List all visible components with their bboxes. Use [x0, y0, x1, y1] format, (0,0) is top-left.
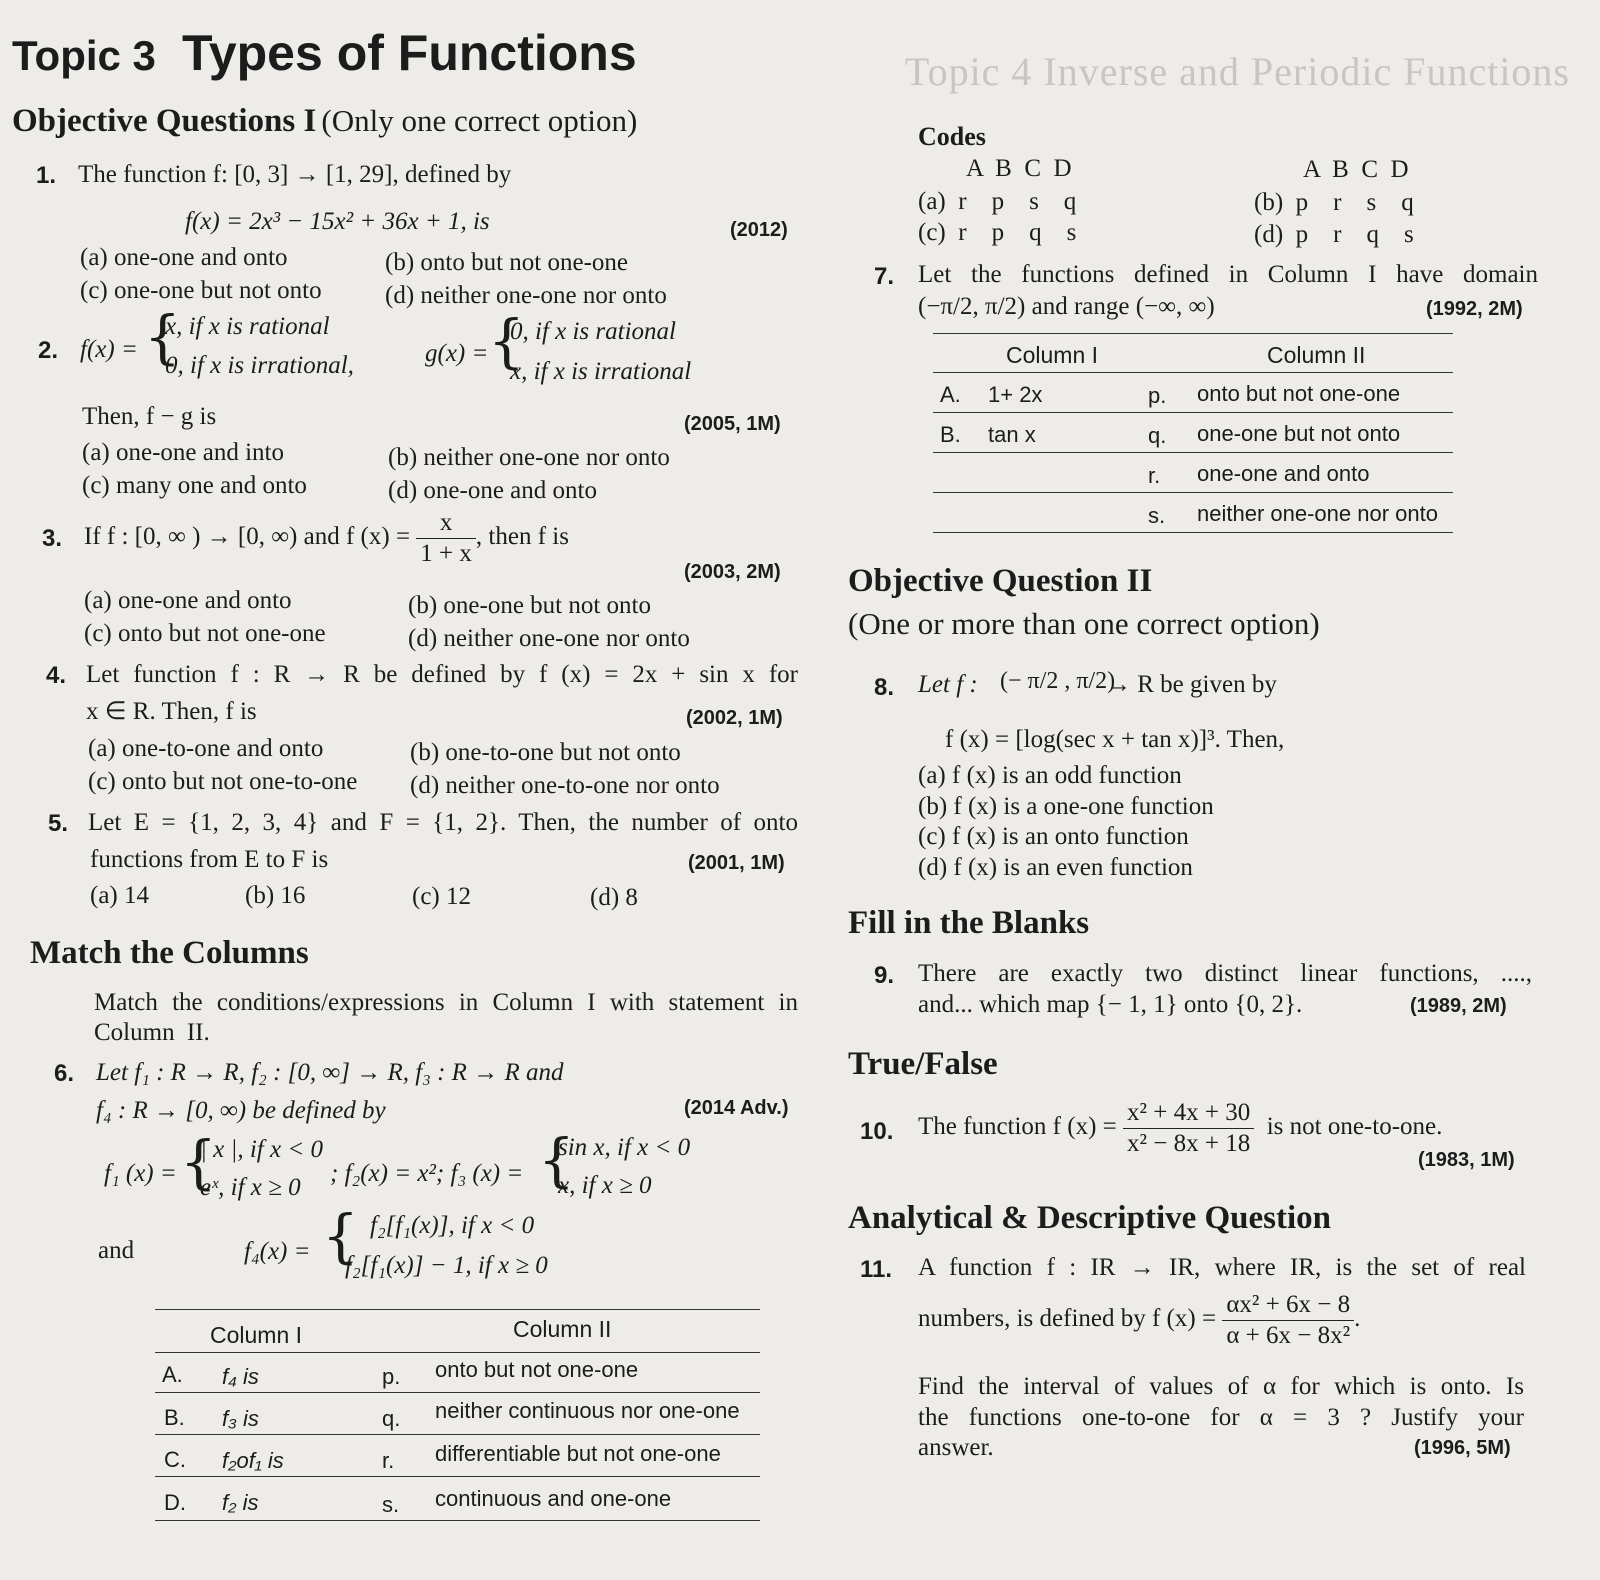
left-brace: { [322, 1202, 359, 1270]
code-option-b: (b) p r s q [1254, 189, 1414, 216]
question-7-line-2: (−π/2, π/2) and range (−∞, ∞) [918, 293, 1215, 320]
option-c: (c) f (x) is an onto function [918, 823, 1189, 850]
question-8-stem-end: → R be given by [1106, 671, 1277, 698]
question-6-line-1: Let f₁ : R → R, f₂ : [0, ∞] → R, f₃ : R → R and [96, 1059, 564, 1086]
question-11-line-5: answer. [918, 1434, 994, 1461]
question-5-line-1: Let E = {1, 2, 3, 4} and F = {1, 2}. Then, the number of onto [88, 809, 798, 836]
question-4-line-2: x ∈ R. Then, f is [86, 698, 257, 725]
table-rule [155, 1434, 760, 1435]
question-1-year: (2012) [730, 219, 788, 241]
f4-lhs: f₄(x) = [244, 1238, 311, 1265]
column-2-header: Column II [1267, 342, 1366, 368]
left-brace: { [144, 303, 181, 371]
f-case-irrational: 0, if x is irrational, [165, 352, 354, 379]
table-row-key: s. [1148, 503, 1166, 528]
question-7-line-1: Let the functions defined in Column I have domain [918, 261, 1538, 288]
option-b: (b) onto but not one-one [385, 249, 629, 276]
question-4-year: (2002, 1M) [686, 707, 783, 729]
table-rule [155, 1520, 760, 1521]
f3-case-negative: sin x, if x < 0 [558, 1134, 691, 1161]
option-a: (a) f (x) is an odd function [918, 762, 1182, 789]
question-11-line-4: the functions one-to-one for α = 3 ? Justify your [918, 1404, 1524, 1431]
option-a: (a) one-one and onto [80, 244, 288, 271]
question-number: 8. [874, 674, 895, 701]
code-option-d: (d) p r q s [1254, 221, 1414, 248]
column-2-header: Column II [513, 1316, 612, 1342]
left-brace: { [180, 1128, 217, 1196]
question-number: 1. [36, 162, 57, 189]
table-rule [933, 532, 1453, 533]
table-row-item: f₃ is [222, 1406, 259, 1431]
question-11-line-1: A function f : IR → IR, where IR, is the set of real [918, 1254, 1526, 1281]
table-row-statement: onto but not one-one [435, 1357, 639, 1382]
question-4-line-1: Let function f : R → R be defined by f (x) = 2x + sin x for [86, 661, 798, 688]
table-row-key: A. [162, 1362, 183, 1387]
table-row-key: A. [940, 382, 961, 407]
table-row-key: B. [164, 1405, 185, 1430]
table-row-key: r. [382, 1448, 395, 1473]
table-rule [155, 1309, 760, 1310]
table-row-statement: one-one and onto [1197, 461, 1370, 486]
option-a: (a) 14 [90, 882, 149, 909]
option-d: (d) one-one and onto [388, 477, 597, 504]
table-rule [155, 1352, 760, 1353]
f3-case-nonnegative: x, if x ≥ 0 [558, 1172, 652, 1199]
question-7-year: (1992, 2M) [1426, 298, 1523, 320]
table-rule [155, 1476, 760, 1477]
question-11-line-2: numbers, is defined by f (x) = $\frac{\text{αx² + 6x − 8}}{\text{α + 6x − 8x²}}$ . [918, 1291, 1361, 1349]
table-row-key: r. [1148, 463, 1161, 488]
option-b: (b) one-one but not onto [408, 592, 652, 619]
table-row-key: p. [382, 1364, 401, 1389]
question-5-year: (2001, 1M) [688, 852, 785, 874]
question-number: 6. [54, 1060, 75, 1087]
question-9-line-2: and... which map {− 1, 1} onto {0, 2}. [918, 991, 1303, 1018]
option-d: (d) neither one-to-one nor onto [410, 772, 720, 799]
option-c: (c) 12 [412, 883, 471, 910]
section-heading-objective-1: Objective Questions I (Only one correct option) [12, 103, 638, 139]
question-2-then: Then, f − g is [82, 403, 217, 430]
question-9-year: (1989, 2M) [1410, 995, 1507, 1017]
codes-title: Codes [918, 122, 986, 151]
table-row-key: D. [164, 1490, 186, 1515]
section-subheading-objective-2: (One or more than one correct option) [848, 606, 1320, 641]
f1-case-nonnegative: eˣ, if x ≥ 0 [200, 1174, 301, 1201]
table-row-key: s. [382, 1492, 400, 1517]
question-3-year: (2003, 2M) [684, 561, 781, 583]
g-case-irrational: x, if x is irrational [510, 358, 692, 385]
section-heading-analytical: Analytical & Descriptive Question [848, 1200, 1332, 1236]
question-6-year: (2014 Adv.) [684, 1097, 789, 1119]
question-11-year: (1996, 5M) [1414, 1437, 1511, 1459]
f2-f3-definition: ; f₂(x) = x²; f₃ (x) = [330, 1160, 524, 1187]
f4-case-nonnegative: f₂[f₁(x)] − 1, if x ≥ 0 [345, 1252, 548, 1279]
option-c: (c) onto but not one-one [84, 620, 326, 647]
g-case-rational: 0, if x is rational [510, 318, 676, 345]
question-5-line-2: functions from E to F is [90, 846, 329, 873]
question-11-line-3: Find the interval of values of α for which is onto. Is [918, 1373, 1524, 1400]
question-number: 10. [860, 1118, 894, 1145]
table-row-statement: onto but not one-one [1197, 381, 1401, 406]
table-row-item: f₂ is [222, 1490, 259, 1515]
code-option-a: (a) r p s q [918, 188, 1077, 215]
question-number: 11. [860, 1256, 893, 1283]
codes-header-right: A B C D [1303, 156, 1409, 183]
question-number: 3. [42, 525, 63, 552]
option-b: (b) one-to-one but not onto [410, 739, 681, 766]
question-8-interval: (− π/2 , π/2) [1000, 668, 1116, 694]
table-row-key: C. [164, 1447, 186, 1472]
f1-lhs: f₁ (x) = [104, 1160, 177, 1187]
option-c: (c) one-one but not onto [80, 277, 322, 304]
table-row-item: f₂of₁ is [222, 1448, 284, 1473]
table-row-key: q. [382, 1406, 401, 1431]
question-2-year: (2005, 1M) [684, 413, 781, 435]
codes-header-left: A B C D [966, 155, 1072, 182]
page-title: Types of Functions [182, 25, 637, 81]
left-brace: { [538, 1126, 575, 1194]
option-a: (a) one-to-one and onto [88, 735, 324, 762]
f-case-rational: x, if x is rational [165, 313, 330, 340]
question-8-stem-start: Let f : [918, 671, 978, 698]
f1-case-negative: | x |, if x < 0 [200, 1136, 323, 1163]
column-1-header: Column I [210, 1322, 303, 1348]
table-row-item: f₄ is [222, 1364, 259, 1389]
section-heading-match: Match the Columns [30, 935, 309, 971]
table-rule [933, 412, 1453, 413]
table-rule [933, 372, 1453, 373]
table-rule [933, 492, 1453, 493]
question-10-stem: The function f (x) = $\frac{\text{x² + 4x + 30}}{\text{x² − 8x + 18}}$ is not one-to-one. [918, 1099, 1443, 1157]
column-1-header: Column I [1006, 342, 1099, 368]
code-option-c: (c) r p q s [918, 219, 1077, 246]
option-c: (c) onto but not one-to-one [88, 768, 358, 795]
left-brace: { [488, 307, 525, 375]
g-definition-lhs: g(x) = [425, 340, 489, 367]
table-row-statement: neither continuous nor one-one [435, 1398, 740, 1423]
section-heading-true-false: True/False [848, 1046, 998, 1082]
question-number: 2. [38, 337, 59, 364]
option-b: (b) neither one-one nor onto [388, 444, 670, 471]
option-d: (d) neither one-one nor onto [408, 625, 690, 652]
question-number: 7. [874, 263, 895, 290]
table-row-item: tan x [988, 422, 1036, 447]
table-row-statement: one-one but not onto [1197, 421, 1401, 446]
f4-case-negative: f₂[f₁(x)], if x < 0 [370, 1212, 535, 1239]
table-row-statement: differentiable but not one-one [435, 1441, 721, 1466]
question-number: 5. [48, 810, 69, 837]
question-6-line-2: f₄ : R → [0, ∞) be defined by [96, 1097, 386, 1124]
and-text: and [98, 1237, 135, 1264]
question-10-year: (1983, 1M) [1418, 1149, 1515, 1171]
table-row-statement: neither one-one nor onto [1197, 501, 1438, 526]
table-row-key: B. [940, 422, 961, 447]
section-heading-fill: Fill in the Blanks [848, 905, 1090, 941]
question-9-line-1: There are exactly two distinct linear functions, ...., [918, 960, 1532, 987]
question-1-formula: f(x) = 2x³ − 15x² + 36x + 1, is [185, 208, 490, 235]
bleed-through-heading: Topic 4 Inverse and Periodic Functions [904, 49, 1570, 94]
topic-label: Topic 3 [12, 32, 156, 79]
table-row-key: p. [1148, 383, 1167, 408]
match-instructions: Match the conditions/expressions in Column I with statement in Column II. [94, 989, 798, 1046]
table-rule [933, 452, 1453, 453]
question-number: 9. [874, 962, 895, 989]
f-definition-lhs: f(x) = [80, 336, 138, 363]
table-rule [933, 333, 1453, 334]
option-a: (a) one-one and onto [84, 587, 292, 614]
option-d: (d) neither one-one nor onto [385, 282, 667, 309]
question-8-formula: f (x) = [log(sec x + tan x)]³. Then, [945, 726, 1285, 753]
option-b: (b) f (x) is a one-one function [918, 793, 1214, 820]
table-row-key: q. [1148, 423, 1167, 448]
section-heading-objective-2: Objective Question II [848, 563, 1153, 599]
table-rule [155, 1392, 760, 1393]
option-d: (d) f (x) is an even function [918, 854, 1193, 881]
option-b: (b) 16 [245, 882, 306, 909]
option-a: (a) one-one and into [82, 439, 285, 466]
table-row-statement: continuous and one-one [435, 1486, 672, 1511]
question-number: 4. [46, 662, 67, 689]
option-d: (d) 8 [590, 884, 638, 911]
table-row-item: 1+ 2x [988, 382, 1043, 407]
question-3-stem: If f : [0, ∞ ) → [0, ∞) and f (x) = $\frac{x}{1 + x}$ , then f is [84, 509, 569, 567]
option-c: (c) many one and onto [82, 472, 307, 499]
question-1-stem: The function f: [0, 3] → [1, 29], defined by [78, 161, 512, 188]
